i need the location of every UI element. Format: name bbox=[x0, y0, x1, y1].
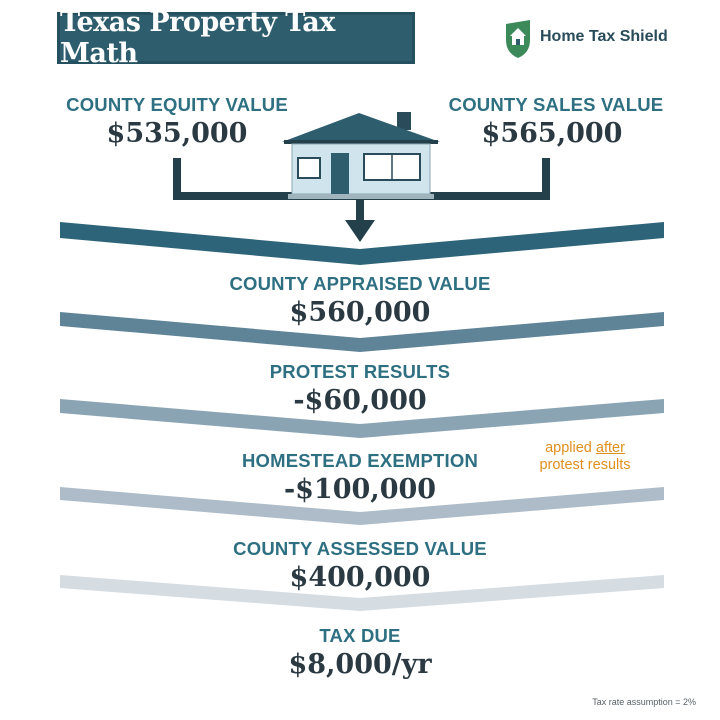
assessed-value-amount: $400,000 bbox=[289, 562, 431, 593]
exemption-note-line2: protest results bbox=[539, 457, 631, 473]
tax-rate-footnote: Tax rate assumption = 2% bbox=[592, 697, 696, 707]
homestead-exemption-label: HOMESTEAD EXEMPTION bbox=[241, 450, 479, 471]
tax-due-amount: $8,000/yr bbox=[288, 649, 432, 680]
sales-value: $565,000 bbox=[481, 118, 623, 149]
sales-label: COUNTY SALES VALUE bbox=[448, 94, 664, 115]
note-prefix: applied bbox=[545, 440, 596, 456]
assessed-value-label: COUNTY ASSESSED VALUE bbox=[233, 538, 487, 559]
equity-label: COUNTY EQUITY VALUE bbox=[66, 94, 288, 115]
note-emphasis: after bbox=[595, 440, 625, 456]
appraised-value-label: COUNTY APPRAISED VALUE bbox=[229, 273, 491, 294]
down-arrow-icon bbox=[345, 220, 375, 242]
exemption-note-line1 bbox=[510, 440, 660, 457]
shield-house-icon bbox=[506, 20, 530, 58]
exemption-note bbox=[510, 440, 660, 474]
brand-name: Home Tax Shield bbox=[540, 28, 668, 45]
appraised-value-amount: $560,000 bbox=[289, 297, 431, 328]
protest-results-label: PROTEST RESULTS bbox=[269, 361, 451, 382]
protest-results-amount: -$60,000 bbox=[293, 385, 427, 416]
equity-value: $535,000 bbox=[106, 118, 248, 149]
homestead-exemption-amount: -$100,000 bbox=[283, 474, 437, 505]
title-banner bbox=[57, 7, 415, 69]
tax-due-label: TAX DUE bbox=[319, 625, 401, 646]
house-icon bbox=[282, 112, 440, 199]
page-title: Texas Property Tax Math bbox=[60, 7, 335, 69]
